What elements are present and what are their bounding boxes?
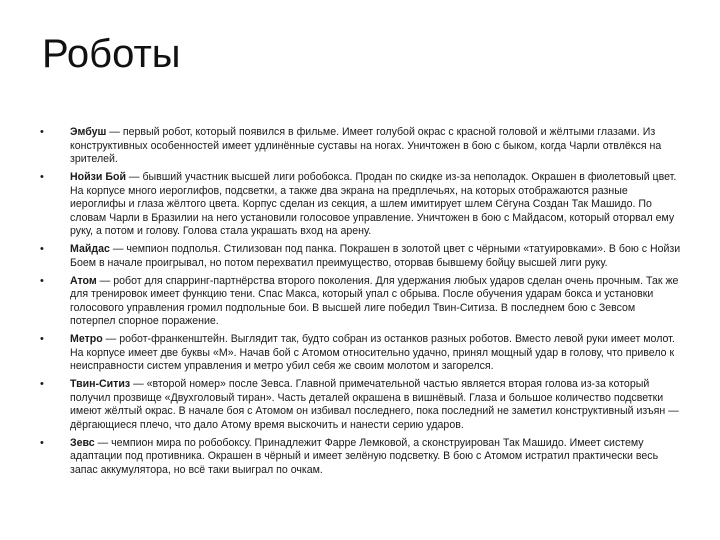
bullet-icon: • (40, 243, 44, 256)
robot-description: — бывший участник высшей лиги робобокса. Продан по скидке из-за неполадок. Окрашен в фиолетовый цвет. На корпусе много иероглифов, подсветки, а также два экрана на предплечьях, на которых отображаются разные иероглифы и глаза жёлтого цвета. Корпус сделан из секция, а шлем имитирует шлем Сёгуна Создан Так Машидо. По словам Чарли в Бразилии на него установили голосовое управление. Уничтожен в бою с Майдасом, который оторвал ему руку, а потом и голову. Голова стала украшать вход на арену. (70, 170, 677, 238)
robot-name: Атом (70, 274, 97, 287)
robot-name: Нойзи Бой (70, 170, 126, 183)
robot-name: Зевс (70, 436, 95, 449)
bullet-icon: • (40, 436, 44, 449)
list-item-zeus (40, 437, 682, 478)
list-item-noisy-boy (40, 171, 682, 239)
robot-description: — чемпион мира по робобоксу. Принадлежит Фарре Лемковой, а сконструирован Так Машидо. Имеет систему адаптации под противника. Окрашен в чёрный и имеет зелёную подсветку. В бою с Атомом истратил практически весь запас аккумулятора, но всё таки выиграл по очкам. (70, 436, 659, 476)
robot-description: — робот-франкенштейн. Выглядит так, будто собран из останков разных роботов. Вместо левой руки имеет молот. На корпусе имеет две буквы «М». Начав бой с Атомом относительно удачно, принял мощный удар в голову, что привело к неисправности систем управления и метро убил себя же своим молотом и загорелся. (70, 333, 675, 373)
robot-description: — первый робот, который появился в фильме. Имеет голубой окрас с красной головой и жёлтыми глазами. Из конструктивных особенностей имеет удлинённые суставы на ногах. Уничтожен в бою с быком, когда Чарли отвлёкся на зрителей. (70, 126, 662, 166)
robot-description: — чемпион подполья. Стилизован под панка. Покрашен в золотой цвет с чёрными «татуировками». В бою с Нойзи Боем в начале проигрывал, но потом перехватил преимущество, оторвав бывшему бойцу высшей лиги руку. (70, 243, 681, 269)
bullet-icon: • (40, 274, 44, 287)
bullet-icon: • (40, 378, 44, 391)
list-item-ambush (40, 126, 682, 167)
robot-name: Метро (70, 333, 103, 346)
slide-title: Роботы (42, 32, 181, 76)
robot-description: — робот для спарринг-партнёрства второго поколения. Для удержания любых ударов сделан очень прочным. Так же для тренировок имеет функцию тени. Спас Макса, который упал с обрыва. После обучения ударам бокса и установки голосового управления громил подпольные бои. В высшей лиге победил Твин-Ситиза. В последнем бою с Зевсом потерпел спорное поражение. (70, 274, 679, 328)
robot-name: Майдас (70, 243, 110, 256)
bullet-icon: • (40, 126, 44, 138)
robot-name: Эмбуш (70, 126, 107, 138)
list-item-atom (40, 275, 682, 329)
robot-name: Твин-Ситиз (70, 378, 131, 391)
list-item-twin-cities (40, 378, 682, 432)
list-item-midas (40, 243, 682, 270)
bullet-icon: • (40, 170, 44, 183)
bullet-icon: • (40, 333, 44, 346)
robot-list (40, 126, 682, 482)
robot-description: — «второй номер» после Зевса. Главной примечательной частью является вторая голова из-за который получил прозвище «Двухголовый тиран». Часть деталей окрашена в вишнёвый. Глаза и большое количество подсветки имеют жёлтый окрас. В начале боя с Атомом он избивал последнего, пока последний не заметил конструктивный изъян — дёргающиеся плечо, что дало Атому время выскочить и нанести серию ударов. (70, 378, 679, 431)
list-item-metro (40, 333, 682, 374)
